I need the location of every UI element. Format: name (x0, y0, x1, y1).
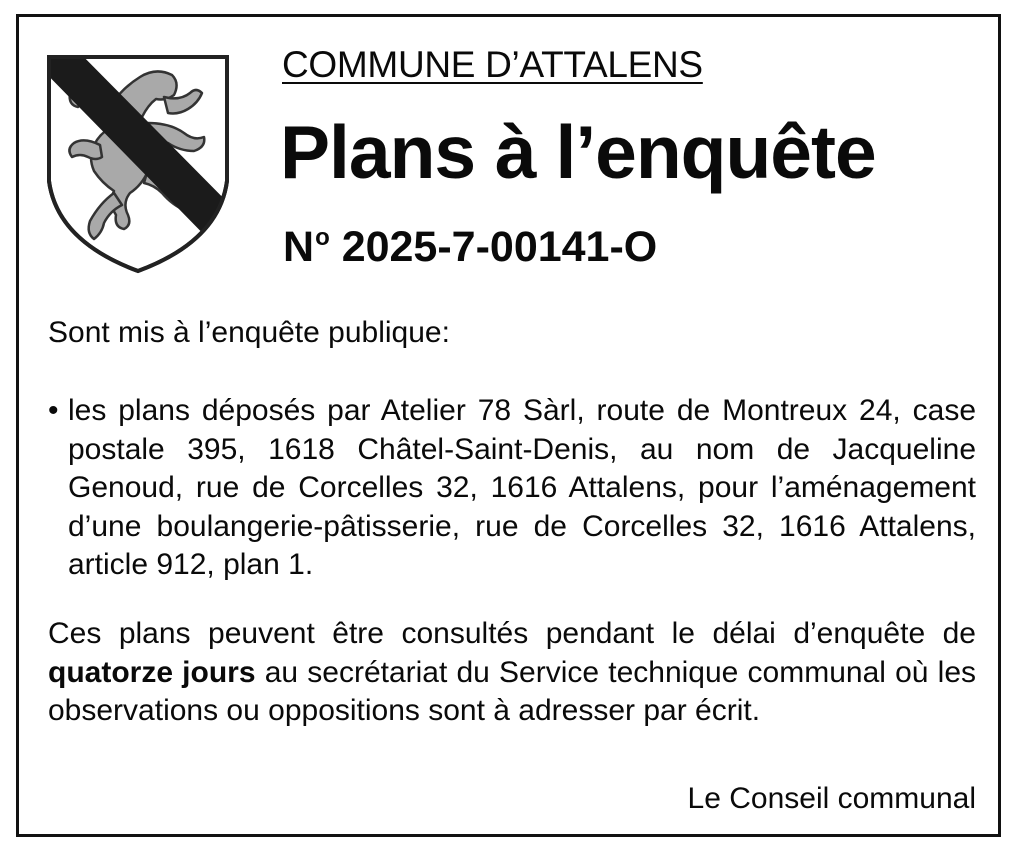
intro-text: Sont mis à l’enquête publique: (48, 316, 450, 349)
number-value: 2025-7-00141-O (341, 223, 658, 271)
consult-text-before: Ces plans peuvent être consultés pendant le délai d’enquête de (48, 617, 976, 650)
consultation-paragraph (48, 615, 976, 731)
number-superscript: o (315, 224, 330, 251)
consult-text-after: au secrétariat du Service technique communal où les observations ou oppositions sont à adresser par écrit. (48, 655, 976, 727)
page-title: Plans à l’enquête (280, 110, 876, 194)
consult-duration: quatorze jours (48, 655, 256, 689)
signature: Le Conseil communal (687, 782, 976, 815)
commune-heading: COMMUNE D’ATTALENS (282, 44, 703, 85)
list-item-text: les plans déposés par Atelier 78 Sàrl, route de Montreux 24, case postale 395, 1618 Châtel-Saint-Denis, au nom de Jacqueline Genoud, rue de Corcelles 32, 1616 Attalens, pour l’aménagement d’une boulangerie-pâtisserie, rue de Corcelles 32, 1616 Attalens, article 912, plan 1. (68, 394, 976, 581)
list-item (48, 392, 976, 585)
number-prefix: N (283, 223, 315, 271)
bullet-icon: • (48, 394, 59, 427)
dossier-number (283, 223, 658, 271)
coat-of-arms-lion-icon (44, 53, 232, 275)
